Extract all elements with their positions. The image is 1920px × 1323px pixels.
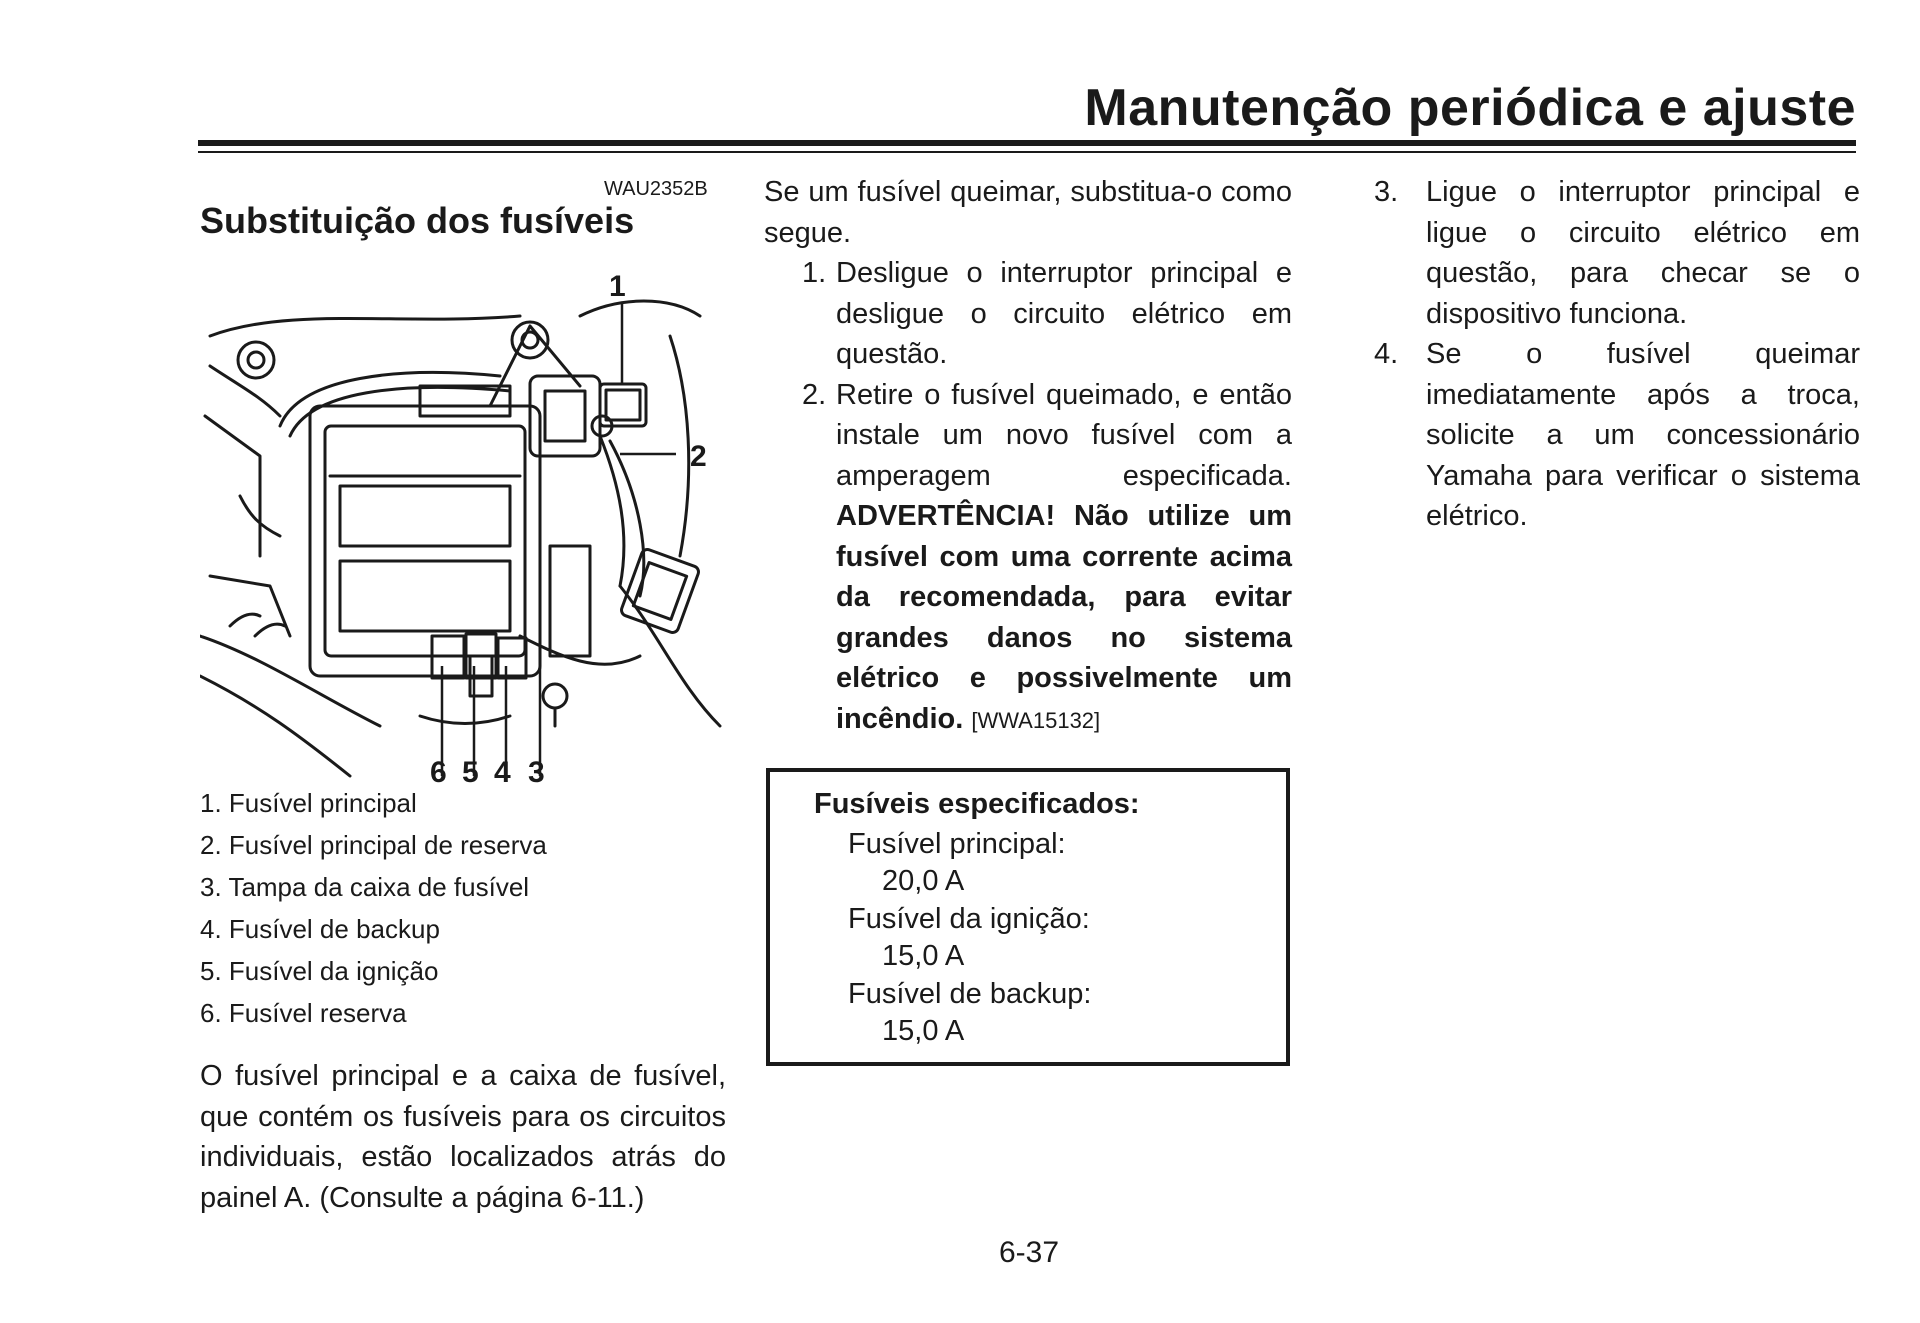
step-item — [764, 375, 1292, 742]
header-rule-thick — [198, 140, 1856, 146]
step-item — [764, 253, 1292, 375]
step-number: 4. — [1374, 338, 1399, 370]
spec-name: Fusível da ignição: — [848, 903, 1090, 935]
replacement-intro: Se um fusível queimar, substitua-o como segue. — [764, 176, 1292, 249]
step-text: Desligue o interruptor principal e desligue o circuito elétrico em questão. — [836, 257, 1292, 370]
replacement-steps — [764, 253, 1292, 741]
page-number: 6-37 — [998, 1236, 1060, 1269]
figure-legend — [200, 782, 740, 1034]
step-number: 2. — [802, 378, 827, 411]
legend-item: 4. Fusível de backup — [200, 914, 440, 944]
chapter-title: Manutenção periódica e ajuste — [1084, 79, 1856, 137]
callout-4: 4 — [494, 756, 511, 786]
callout-1: 1 — [609, 270, 626, 303]
warning-text: Não utilize um fusível com uma corrente acima da recomendada, para evitar grandes danos no sistema elétrico e possivelmente um incêndio. — [836, 500, 1292, 735]
spec-value: 15,0 A — [882, 1015, 965, 1047]
warning-code: [WWA15132] — [971, 707, 1101, 733]
spec-name: Fusível principal: — [848, 828, 1066, 860]
legend-item: 5. Fusível da ignição — [200, 956, 439, 986]
legend-item: 6. Fusível reserva — [200, 998, 407, 1028]
callout-3: 3 — [528, 756, 545, 786]
spec-value: 15,0 A — [882, 940, 965, 972]
callout-5: 5 — [462, 756, 479, 786]
fuse-box-illustration — [200, 256, 740, 786]
section-code: WAU2352B — [604, 178, 708, 200]
fuse-spec-box — [766, 768, 1290, 1066]
step-text: Retire o fusível queimado, e então instale um novo fusível com a amperagem especificada. — [836, 378, 1292, 492]
step-number: 1. — [802, 257, 827, 289]
callout-6: 6 — [430, 756, 447, 786]
warning-label: ADVERTÊNCIA! — [836, 500, 1056, 532]
section-title: Substituição dos fusíveis — [200, 200, 635, 241]
legend-item: 1. Fusível principal — [200, 788, 417, 818]
fuse-location-paragraph: O fusível principal e a caixa de fusível, que contém os fusíveis para os circuitos individuais, estão localizados atrás do painel A. (Consulte a página 6-11.) — [200, 1060, 726, 1214]
spec-value: 20,0 A — [882, 865, 965, 897]
legend-item: 2. Fusível principal de reserva — [200, 830, 547, 860]
step-item — [1350, 334, 1860, 537]
spec-title: Fusíveis especificados: — [814, 788, 1140, 820]
legend-item: 3. Tampa da caixa de fusível — [200, 872, 530, 902]
step-number: 3. — [1374, 176, 1399, 208]
step-text: Se o fusível queimar imediatamente após a troca, solicite a um concessionário Yamaha para verificar o sistema elétrico. — [1426, 338, 1860, 532]
step-item — [1350, 172, 1860, 334]
step-text: Ligue o interruptor principal e ligue o circuito elétrico em questão, para checar se o dispositivo funciona. — [1426, 176, 1860, 330]
callout-2: 2 — [690, 440, 707, 473]
header-rule-thin — [198, 151, 1856, 153]
replacement-steps-continued — [1350, 172, 1860, 537]
spec-name: Fusível de backup: — [848, 978, 1092, 1010]
